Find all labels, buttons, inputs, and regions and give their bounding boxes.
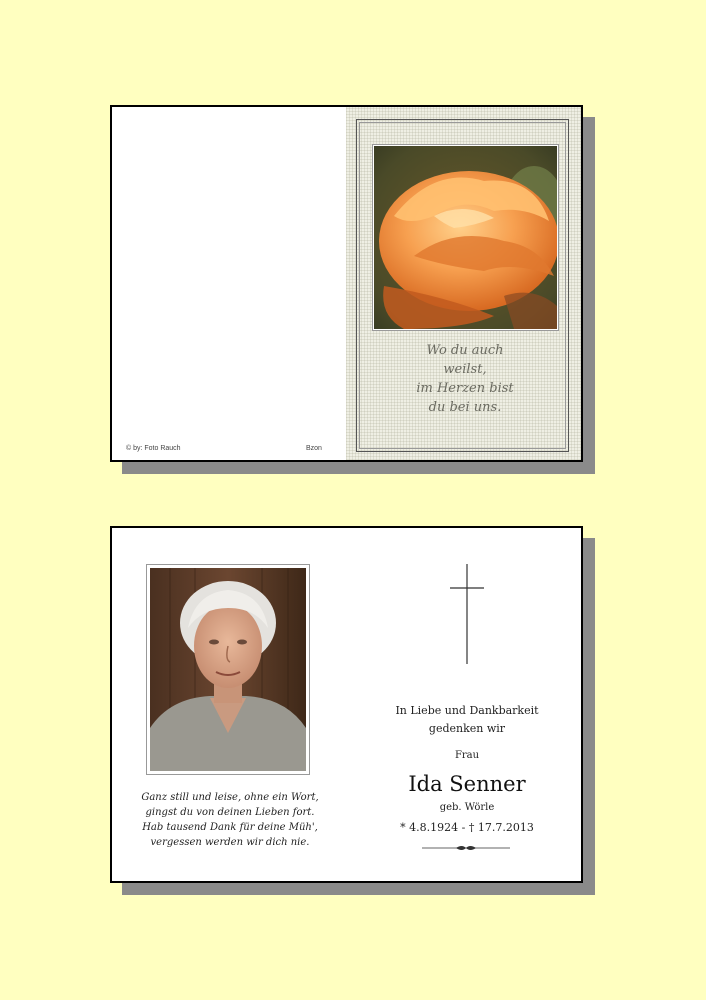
printer-credit: Bzon bbox=[306, 445, 322, 452]
cover-verse-line: im Herzen bist bbox=[416, 381, 514, 396]
cross-icon bbox=[450, 564, 484, 664]
title-label: Frau bbox=[454, 750, 480, 761]
life-dates: * 4.8.1924 - † 17.7.2013 bbox=[400, 821, 534, 834]
cover-verse bbox=[380, 341, 550, 417]
cover-verse-line: weilst, bbox=[443, 362, 487, 377]
card-inner bbox=[110, 526, 583, 883]
rose-photo bbox=[373, 145, 558, 330]
birth-name: geb. Wörle bbox=[439, 802, 495, 813]
inner-verse bbox=[132, 790, 328, 850]
inner-verse-line: vergessen werden wir dich nie. bbox=[150, 837, 310, 848]
inner-verse-line: gingst du von deinen Lieben fort. bbox=[145, 807, 315, 818]
card-front-outer bbox=[110, 105, 583, 462]
photo-credit: © by: Foto Rauch bbox=[126, 445, 181, 452]
card-back-page bbox=[112, 107, 346, 460]
inner-verse-line: Hab tausend Dank für deine Müh', bbox=[142, 822, 318, 833]
cover-verse-line: Wo du auch bbox=[426, 343, 504, 358]
dedication-line: gedenken wir bbox=[428, 722, 506, 735]
dedication-line: In Liebe und Dankbarkeit bbox=[395, 704, 539, 717]
portrait-photo bbox=[146, 564, 310, 775]
divider-ornament-icon bbox=[422, 844, 510, 852]
cover-verse-line: du bei uns. bbox=[428, 400, 502, 415]
inner-verse-line: Ganz still und leise, ohne ein Wort, bbox=[141, 792, 319, 803]
deceased-name: Ida Senner bbox=[408, 772, 526, 796]
card-cover-page bbox=[346, 107, 581, 460]
